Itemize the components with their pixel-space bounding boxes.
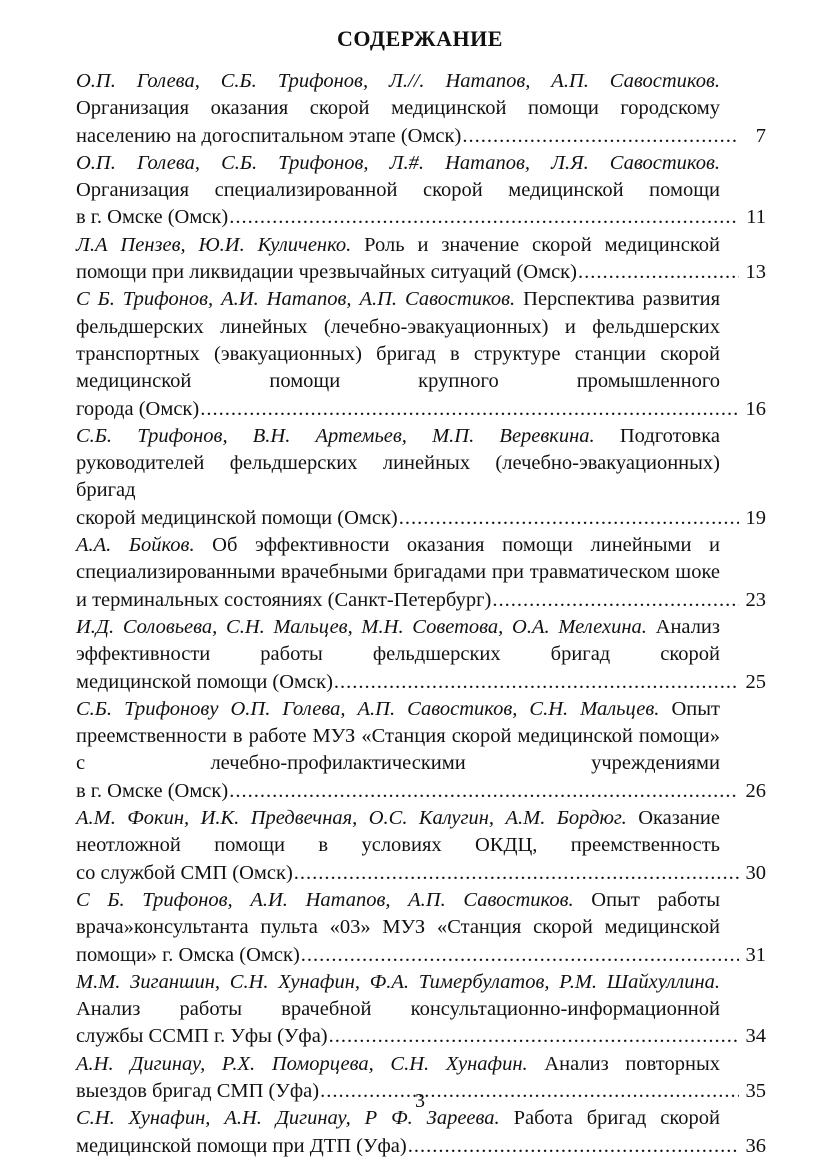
entry-title-end: скорой медицинской помощи (Омск) [76, 506, 398, 529]
dot-leader [578, 259, 739, 286]
entry-last-line [76, 860, 766, 887]
entry-title-end: города (Омск) [76, 397, 200, 420]
entry-authors: С Б. Трифонов, А.И. Натапов, А.П. Савостиков. [76, 288, 516, 311]
entry-title: Организация оказания скорой медицинской помощи городскому [76, 97, 720, 120]
entry-body [76, 696, 766, 778]
entry-authors: О.П. Голева, С.Б. Трифонов, Л.//. Натапов, А.П. Савостиков. [76, 70, 720, 92]
entry-body [76, 150, 766, 205]
entry-title: Роль и значение скорой медицинской [351, 233, 720, 256]
entry-page-number: 25 [745, 670, 766, 693]
entry-last-line [76, 505, 766, 532]
entry-body [76, 286, 766, 395]
entry-authors: А.А. Бойков. [76, 534, 195, 557]
toc-entry[interactable] [76, 532, 766, 614]
entry-authors: А.М. Фокин, И.К. Предвечная, О.С. Калугин, А.М. Бордюг. [76, 807, 627, 830]
toc-entry[interactable] [76, 969, 766, 1051]
entry-title-end: населению на догоспитальном этапе (Омск) [76, 124, 462, 147]
entry-title: Подготовка руководителей фельдшерских линейных (лечебно-эвакуационных) бригад [76, 424, 720, 502]
entry-title: Опыт преемственности в работе МУЗ «Станция скорой медицинской помощи» с лечебно-профилактическими учреждениями [76, 697, 720, 775]
entry-page-number: 19 [745, 506, 766, 529]
entry-authors: И.Д. Соловьева, С.Н. Мальцев, М.Н. Советова, О.А. Мелехина. [76, 615, 647, 638]
entry-page-number: 13 [745, 261, 766, 284]
entry-title-end: выездов бригад СМП (Уфа) [76, 1079, 320, 1102]
entry-title-end: помощи при ликвидации чрезвычайных ситуаций (Омск) [76, 261, 577, 284]
entry-page-number: 7 [755, 124, 766, 147]
entry-authors: С.Н. Хунафин, А.Н. Дигинау, Р Ф. Зареева. [76, 1107, 500, 1130]
entry-last-line [76, 396, 766, 423]
entry-authors: М.М. Зиганшин, С.Н. Хунафин, Ф.А. Тимербулатов, Р.М. Шайхуллина. [76, 970, 720, 993]
entry-title: Анализ эффективности работы фельдшерских бригад скорой [76, 615, 721, 666]
dot-leader [329, 1023, 739, 1050]
entry-last-line [76, 259, 766, 286]
dot-leader [229, 778, 739, 805]
entry-title: Организация специализированной скорой медицинской помощи [76, 179, 720, 202]
dot-leader [229, 204, 739, 231]
entry-title: Перспектива развития фельдшерских линейных (лечебно-эвакуационных) и фельдшерских транспортных (эвакуационных) бригад в структуре станции скорой медицинской помощи крупного промышленного [76, 288, 720, 393]
entry-last-line [76, 778, 766, 805]
entry-title: Работа бригад скорой [499, 1107, 721, 1130]
dot-leader [294, 860, 739, 887]
entry-page-number: 26 [745, 779, 766, 802]
dot-leader [301, 942, 739, 969]
entry-authors: А.Н. Дигинау, Р.Х. Поморцева, С.Н. Хунафин. [76, 1052, 528, 1075]
toc-entry[interactable] [76, 423, 766, 532]
toc-entry[interactable] [76, 614, 766, 696]
toc-entry[interactable] [76, 68, 766, 150]
entry-last-line [76, 1133, 766, 1160]
dot-leader [200, 396, 739, 423]
entry-body [76, 232, 766, 259]
entry-page-number: 36 [745, 1134, 766, 1157]
toc-entry[interactable] [76, 696, 766, 805]
toc-entry[interactable] [76, 150, 766, 232]
entry-title-end: помощи» г. Омска (Омск) [76, 943, 300, 966]
toc-entry[interactable] [76, 286, 766, 422]
dot-leader [408, 1133, 739, 1160]
entry-last-line [76, 942, 766, 969]
toc-entry[interactable] [76, 805, 766, 887]
page-number: 3 [415, 1090, 425, 1112]
entry-authors: С.Б. Трифонов, В.Н. Артемьев, М.П. Веревкина. [76, 424, 595, 447]
entry-page-number: 35 [745, 1079, 766, 1102]
contents-heading: СОДЕРЖАНИЕ [337, 26, 503, 51]
entry-title-end: со службой СМП (Омск) [76, 861, 293, 884]
entry-title: Об эффективности оказания помощи линейными и специализированными врачебными бригадами при травматическом шоке [76, 534, 720, 584]
entry-authors: С.Б. Трифонову О.П. Голева, А.П. Савостиков, С.Н. Мальцев. [76, 697, 660, 720]
entry-page-number: 16 [745, 397, 766, 420]
entry-body [76, 1051, 766, 1078]
entry-last-line [76, 669, 766, 696]
entry-title-end: в г. Омске (Омск) [76, 779, 229, 802]
dot-leader [399, 505, 739, 532]
toc-entry[interactable] [76, 232, 766, 287]
toc-entry[interactable] [76, 1105, 766, 1160]
table-of-contents [76, 68, 766, 1160]
entry-authors: Л.А Пензев, Ю.И. Куличенко. [76, 233, 352, 256]
dot-leader [492, 587, 739, 614]
entry-authors: О.П. Голева, С.Б. Трифонов, Л.#. Натапов, Л.Я. Савостиков. [76, 151, 720, 174]
entry-body [76, 68, 766, 123]
entry-last-line [76, 123, 766, 150]
entry-body [76, 423, 766, 505]
entry-title-end: медицинской помощи (Омск) [76, 670, 333, 693]
toc-entry[interactable] [76, 887, 766, 969]
entry-body [76, 614, 766, 669]
entry-title-end: медицинской помощи при ДТП (Уфа) [76, 1134, 407, 1157]
entry-body [76, 805, 766, 860]
dot-leader [462, 123, 739, 150]
entry-title: Анализ работы врачебной консультационно-информационной [76, 998, 720, 1021]
entry-title: Анализ повторных [527, 1052, 720, 1075]
entry-page-number: 23 [745, 588, 766, 611]
entry-page-number: 30 [745, 861, 766, 884]
entry-last-line [76, 204, 766, 231]
entry-authors: С Б. Трифонов, А.И. Натапов, А.П. Савостиков. [76, 888, 574, 911]
entry-last-line [76, 587, 766, 614]
entry-title: Оказание неотложной помощи в условиях ОКДЦ, преемственность [76, 807, 720, 857]
entry-page-number: 11 [746, 206, 766, 229]
entry-body [76, 969, 766, 1024]
dot-leader [334, 669, 739, 696]
entry-title-end: и терминальных состояниях (Санкт-Петербург) [76, 588, 492, 611]
entry-last-line [76, 1023, 766, 1050]
entry-body [76, 532, 766, 587]
entry-page-number: 34 [745, 1025, 766, 1048]
entry-title-end: службы ССМП г. Уфы (Уфа) [76, 1025, 328, 1048]
entry-body [76, 887, 766, 942]
entry-page-number: 31 [745, 943, 766, 966]
entry-title-end: в г. Омске (Омск) [76, 206, 229, 229]
entry-title: Опыт работы врача»консультанта пульта «03» МУЗ «Станция скорой медицинской [76, 888, 720, 939]
